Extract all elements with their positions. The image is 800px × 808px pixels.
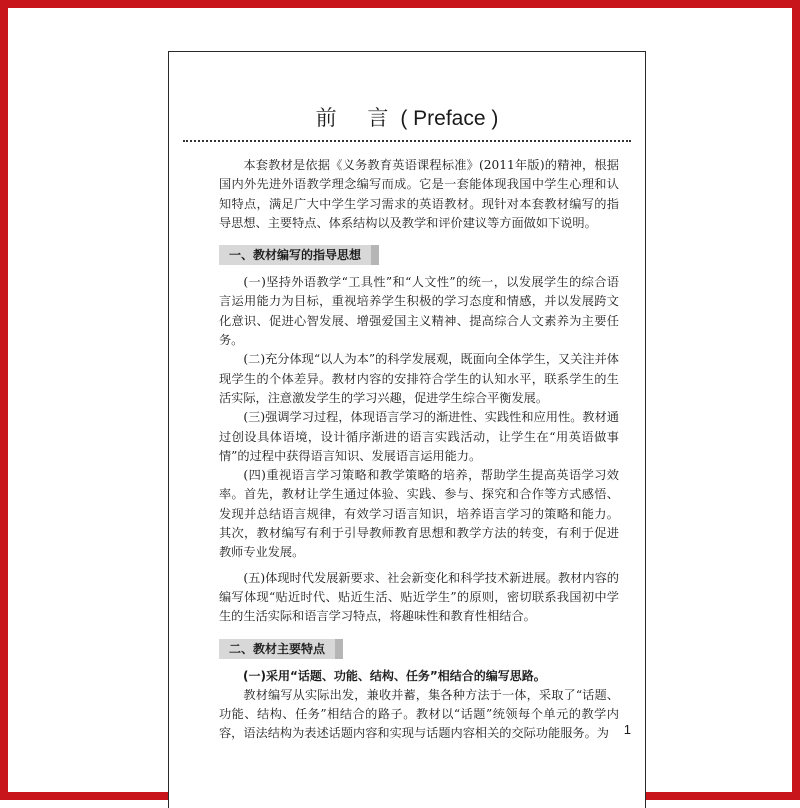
intro-paragraph: 本套教材是依据《义务教育英语课程标准》(2011年版)的精神，根据国内外先进外语教学理念编写而成。它是一套能体现我国中学生心理和认知特点，满足广大中学生学习需求的英语教材。现针对本套教材编写的指导思想、主要特点、体系结构以及教学和评价建议等方面做如下说明。 — [219, 158, 619, 230]
title-english: ( Preface ) — [400, 107, 499, 130]
book-page — [168, 51, 646, 808]
page-content — [219, 156, 619, 744]
section1-paragraph-5: (五)体现时代发展新要求、社会新变化和科学技术新进展。教材内容的编写体现“贴近时代、贴近生活、贴近学生”的原则，密切联系我国初中学生的生活实际和语言学习特点，将趣味性和教育性相结合。 — [219, 570, 619, 624]
title-chinese: 前 言 — [315, 106, 401, 130]
section2-subheading: (一)采用“话题、功能、结构、任务”相结合的编写思路。 — [243, 668, 546, 683]
section-heading-main-features: 二、教材主要特点 — [219, 639, 343, 659]
section1-paragraph-2: (二)充分体现“以人为本”的科学发展观，既面向全体学生，又关注并体现学生的个体差异。教材内容的安排符合学生的认知水平，联系学生的生活实际，注意激发学生的学习兴趣，促进学生综合平衡发展。 — [219, 352, 619, 405]
section1-paragraph-3: (三)强调学习过程，体现语言学习的渐进性、实践性和应用性。教材通过创设具体语境，设计循序渐进的语言实践活动，让学生在“用英语做事情”的过程中获得语言知识、发展语言运用能力。 — [219, 410, 619, 463]
page-number: 1 — [623, 722, 631, 737]
dotted-divider — [183, 140, 631, 142]
section-heading-guiding-ideas: 一、教材编写的指导思想 — [219, 245, 379, 265]
section1-paragraph-1: (一)坚持外语教学“工具性”和“人文性”的统一，以发展学生的综合语言运用能力为目标，重视培养学生积极的学习态度和情感，并以发展跨文化意识、促进心智发展、增强爱国主义精神、提高综合人文素养为主要任务。 — [219, 275, 619, 348]
page-title — [169, 102, 645, 132]
section1-paragraph-4: (四)重视语言学习策略和教学策略的培养，帮助学生提高英语学习效率。首先，教材让学生通过体验、实践、参与、探究和合作等方式感悟、发现并总结语言规律，有效学习语言知识，培养语言学习的策略和能力。其次，教材编写有利于引导教师教育思想和教学方法的转变，有利于促进教师专业发展。 — [219, 468, 619, 560]
section2-paragraph-1: 教材编写从实际出发，兼收并蓄，集各种方法于一体，采取了“话题、功能、结构、任务”相结合的路子。教材以“话题”统领每个单元的教学内容，语法结构为表述话题内容和实现与话题内容相关的交际功能服务。为 — [219, 687, 619, 741]
